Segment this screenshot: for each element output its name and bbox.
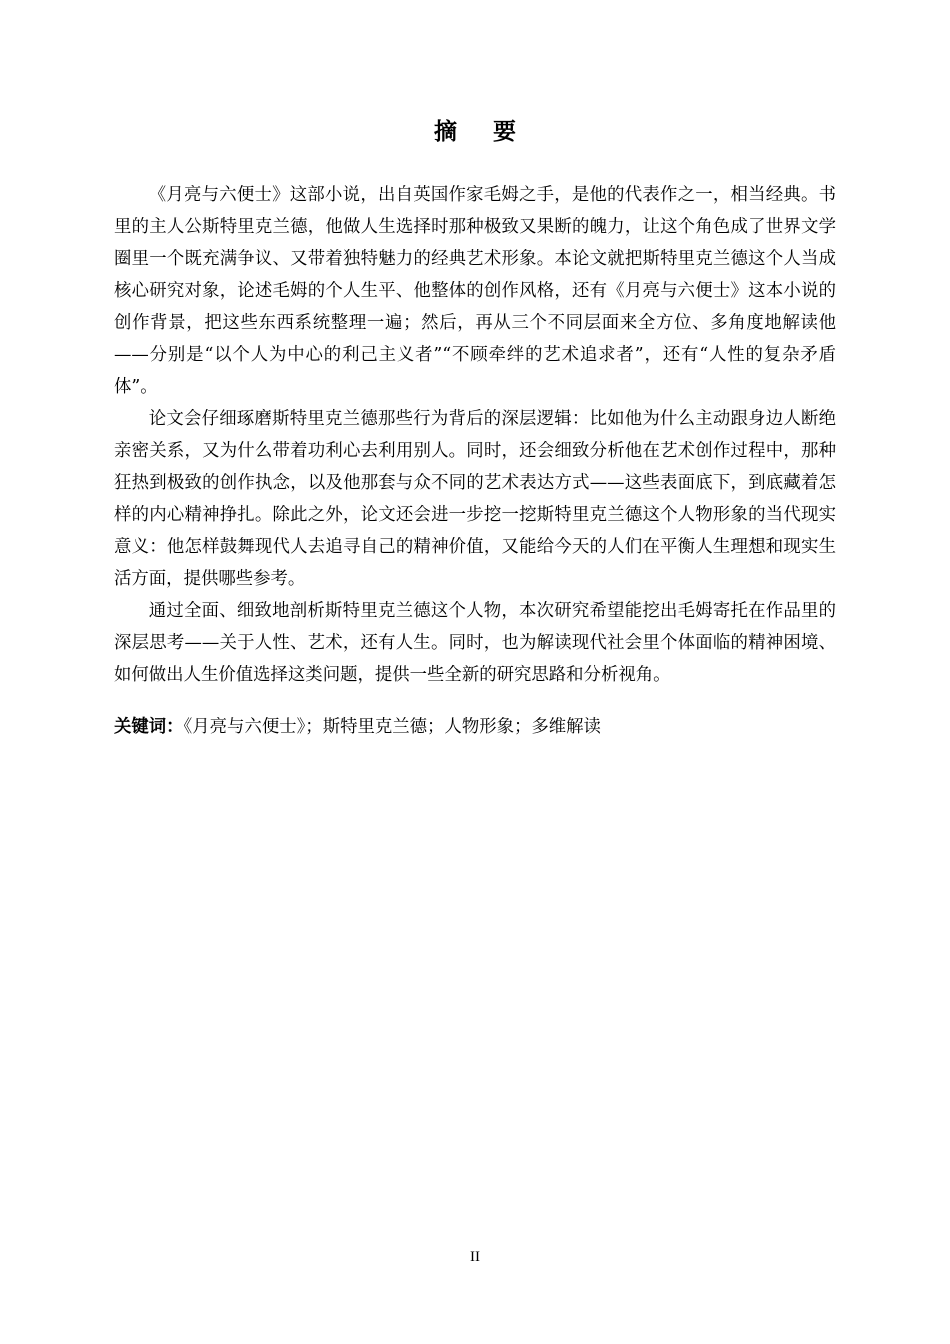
abstract-title: 摘要 — [434, 119, 552, 145]
abstract-body — [114, 179, 836, 691]
keywords-label: 关键词： — [114, 717, 184, 737]
keywords-text: 《月亮与六便士》；斯特里克兰德；人物形象；多维解读 — [183, 717, 601, 737]
abstract-paragraph-1: 《月亮与六便士》这部小说，出自英国作家毛姆之手，是他的代表作之一，相当经典。书里的主人公斯特里克兰德，他做人生选择时那种极致又果断的魄力，让这个角色成了世界文学圈里一个既充满争议、又带着独特魅力的经典艺术形象。本论文就把斯特里克兰德这个人当成核心研究对象，论述毛姆的个人生平、他整体的创作风格，还有《月亮与六便士》这本小说的创作背景，把这些东西系统整理一遍；然后，再从三个不同层面来全方位、多角度地解读他——分别是“以个人为中心的利己主义者”“不顾牵绊的艺术追求者”，还有“人性的复杂矛盾体”。 — [114, 185, 836, 397]
keywords-line — [114, 711, 836, 743]
abstract-paragraph-3: 通过全面、细致地剖析斯特里克兰德这个人物，本次研究希望能挖出毛姆寄托在作品里的深层思考——关于人性、艺术，还有人生。同时，也为解读现代社会里个体面临的精神困境、如何做出人生价值选择这类问题，提供一些全新的研究思路和分析视角。 — [114, 601, 836, 685]
page-number: II — [470, 1249, 480, 1265]
abstract-paragraph-2: 论文会仔细琢磨斯特里克兰德那些行为背后的深层逻辑：比如他为什么主动跟身边人断绝亲密关系，又为什么带着功利心去利用别人。同时，还会细致分析他在艺术创作过程中，那种狂热到极致的创作执念，以及他那套与众不同的艺术表达方式——这些表面底下，到底藏着怎样的内心精神挣扎。除此之外，论文还会进一步挖一挖斯特里克兰德这个人物形象的当代现实意义：他怎样鼓舞现代人去追寻自己的精神价值，又能给今天的人们在平衡人生理想和现实生活方面，提供哪些参考。 — [114, 409, 836, 589]
